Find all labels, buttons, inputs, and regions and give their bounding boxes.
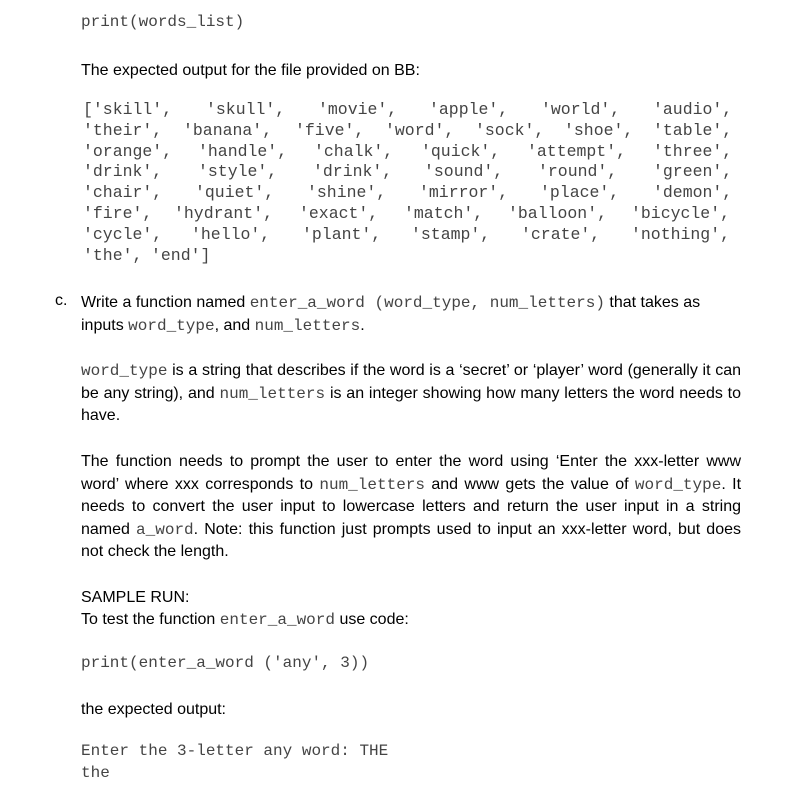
word-item: 'sound', bbox=[424, 162, 504, 182]
word-item: 'skull', bbox=[206, 100, 286, 119]
sample-run-heading: SAMPLE RUN: bbox=[81, 589, 190, 606]
word-item: 'sock', bbox=[475, 120, 545, 140]
word-item: 'attempt', bbox=[527, 141, 627, 161]
word-item: 'chalk', bbox=[314, 141, 394, 161]
word-item: 'drink', bbox=[83, 162, 163, 182]
word-item: ['skill', bbox=[83, 100, 173, 119]
text: use code: bbox=[339, 611, 409, 628]
function-signature-code: enter_a_word (word_type, num_letters) bbox=[249, 294, 605, 312]
word-item: 'quick', bbox=[421, 141, 501, 161]
list-marker-c: c. bbox=[55, 292, 68, 309]
words-row-5 bbox=[83, 183, 733, 204]
word-item: 'apple', bbox=[429, 100, 509, 119]
section-c-paragraph bbox=[81, 292, 741, 337]
sample-output-line-1: Enter the 3-letter any word: THE bbox=[81, 742, 389, 760]
word-item: 'five', bbox=[295, 120, 365, 140]
text: , and bbox=[214, 316, 251, 334]
word-item: 'mirror', bbox=[419, 183, 509, 203]
function-behavior-description bbox=[81, 451, 741, 564]
words-row-3 bbox=[83, 141, 733, 163]
word-item: 'movie', bbox=[318, 100, 398, 119]
word-item: 'green', bbox=[653, 162, 733, 182]
text: . It needs to convert the user input to lowercase letters and return the user input in a string named bbox=[81, 475, 742, 538]
word-item: 'nothing', bbox=[631, 224, 731, 244]
text: To test the function bbox=[81, 611, 216, 628]
word-item: 'hydrant', bbox=[174, 203, 274, 223]
words-list-output bbox=[83, 100, 733, 266]
word-item: 'banana', bbox=[183, 120, 273, 140]
word-item: 'round', bbox=[538, 162, 618, 182]
test-instruction bbox=[81, 609, 741, 632]
word-item: 'quiet', bbox=[195, 183, 275, 203]
word-item: 'world', bbox=[541, 100, 621, 119]
word-type-description bbox=[81, 360, 741, 428]
expected-file-label: The expected output for the file provided on BB: bbox=[81, 62, 420, 79]
word-item: 'fire', bbox=[83, 203, 153, 223]
inline-code: num_letters bbox=[254, 316, 361, 335]
inline-code: word_type bbox=[634, 475, 722, 494]
words-row-8 bbox=[83, 245, 211, 267]
word-item: 'the', bbox=[83, 245, 143, 265]
word-item: 'stamp', bbox=[411, 224, 491, 244]
words-row-4 bbox=[83, 162, 733, 183]
word-item: 'shoe', bbox=[564, 120, 634, 140]
word-item: 'bicycle', bbox=[631, 203, 731, 223]
sample-output-line-2: the bbox=[81, 764, 110, 782]
text: is an integer showing how many letters the word needs to have. bbox=[81, 384, 742, 424]
words-row-1 bbox=[83, 100, 733, 121]
word-item: 'hello', bbox=[191, 224, 271, 244]
word-item: 'orange', bbox=[83, 141, 173, 161]
expected-output-label: the expected output: bbox=[81, 701, 226, 718]
text: . bbox=[360, 316, 365, 334]
word-item: 'exact', bbox=[299, 203, 379, 223]
word-item: 'table', bbox=[653, 120, 733, 140]
word-item: 'their', bbox=[83, 120, 163, 140]
word-item: 'plant', bbox=[302, 224, 382, 244]
word-item: 'chair', bbox=[83, 183, 163, 203]
inline-code: num_letters bbox=[219, 384, 326, 403]
inline-code: word_type bbox=[128, 316, 215, 335]
words-row-7 bbox=[83, 224, 731, 246]
text: The function needs to prompt the user to enter the word using ‘Enter the xxx-letter www word’ where xxx corresponds to bbox=[81, 453, 741, 493]
word-item: 'demon', bbox=[653, 183, 733, 203]
inline-code: num_letters bbox=[319, 475, 425, 494]
words-row-2 bbox=[83, 120, 733, 142]
word-item: 'crate', bbox=[521, 224, 601, 244]
text: that takes as inputs bbox=[81, 294, 701, 334]
word-item: 'cycle', bbox=[83, 224, 163, 244]
word-item: 'handle', bbox=[198, 141, 288, 161]
word-item: 'match', bbox=[404, 203, 484, 223]
word-item: 'end'] bbox=[151, 245, 211, 265]
text: Write a function named bbox=[81, 294, 246, 311]
words-row-6 bbox=[83, 203, 731, 225]
word-item: 'style', bbox=[198, 162, 278, 182]
text: and www gets the value of bbox=[431, 475, 629, 493]
word-item: 'audio', bbox=[653, 100, 733, 119]
inline-code: enter_a_word bbox=[219, 611, 335, 629]
inline-code: word_type bbox=[81, 362, 168, 380]
word-item: 'word', bbox=[385, 120, 455, 140]
inline-code: a_word bbox=[136, 520, 194, 539]
word-item: 'shine', bbox=[307, 183, 387, 203]
print-words-list-code: print(words_list) bbox=[81, 13, 245, 31]
text: is a string that describes if the word is a ‘secret’ or ‘player’ word (generally it can be any string), and bbox=[81, 362, 741, 402]
word-item: 'place', bbox=[540, 183, 620, 203]
word-item: 'drink', bbox=[313, 162, 393, 182]
sample-call-code: print(enter_a_word ('any', 3)) bbox=[81, 654, 370, 672]
word-item: 'three', bbox=[653, 141, 733, 161]
word-item: 'balloon', bbox=[508, 203, 608, 223]
text: . Note: this function just prompts used to input an xxx-letter word, but does not check the length. bbox=[81, 520, 741, 560]
